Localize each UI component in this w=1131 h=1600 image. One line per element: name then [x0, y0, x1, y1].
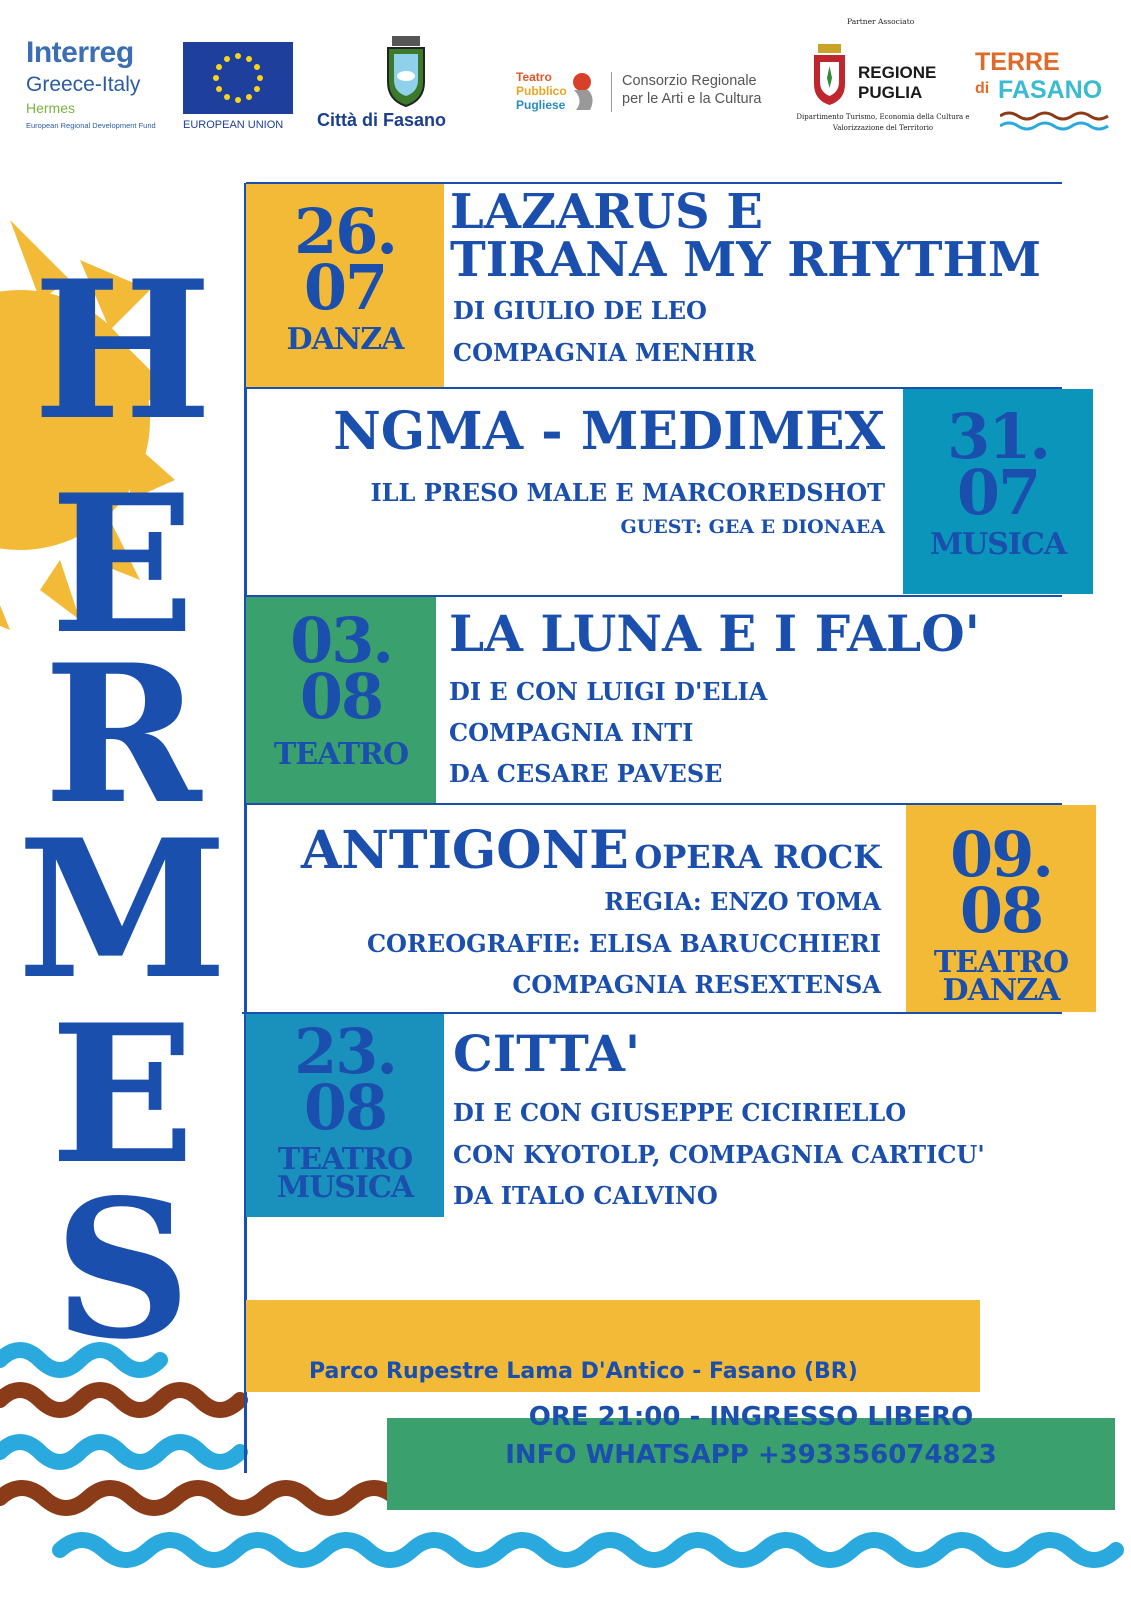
- event-4-date-day: 09.: [950, 818, 1052, 891]
- event-2-date-month: 07: [956, 456, 1040, 529]
- event-2-detail-1: ILL PRESO MALE E MARCOREDSHOT: [370, 478, 885, 507]
- tpp-mask-icon: [570, 70, 598, 112]
- tpp-logo-text: [516, 70, 567, 112]
- event-4-detail-3: COMPAGNIA RESEXTENSA: [512, 970, 881, 999]
- tpp-line-1: Teatro: [516, 70, 552, 84]
- event-4-date-month: 08: [959, 874, 1043, 947]
- event-3-date-box: [246, 597, 436, 803]
- consorzio-logo-text: [622, 72, 761, 108]
- terre-waves-icon: [1000, 110, 1110, 132]
- event-4-title-main: ANTIGONE: [301, 820, 629, 881]
- event-3-category: TEATRO: [273, 737, 409, 772]
- hermes-letter-h: H: [32, 239, 213, 462]
- event-5-detail-3: DA ITALO CALVINO: [453, 1181, 718, 1210]
- event-1-category: DANZA: [286, 322, 404, 357]
- city-crest-icon: [378, 34, 434, 108]
- event-5-date-month: 08: [303, 1071, 387, 1144]
- event-4-category-2: DANZA: [942, 973, 1060, 1008]
- hermes-letter-s: S: [53, 1158, 192, 1381]
- eu-label: EUROPEAN UNION: [183, 119, 284, 131]
- event-4-detail-2: COREOGRAFIE: ELISA BARUCCHIERI: [366, 929, 881, 958]
- hermes-letter-e: E: [50, 453, 195, 676]
- event-5-date-day: 23.: [294, 1015, 396, 1088]
- consorzio-line-2: per le Arti e la Cultura: [622, 91, 762, 107]
- event-5-detail-2: CON KYOTOLP, COMPAGNIA CARTICU': [453, 1140, 985, 1169]
- event-1-date-month: 07: [303, 251, 387, 324]
- event-2-detail-2: GUEST: GEA E DIONAEA: [620, 516, 885, 538]
- tpp-line-3: Pugliese: [516, 98, 566, 112]
- puglia-crest-icon: [812, 44, 847, 106]
- event-5-category-2: MUSICA: [276, 1170, 414, 1205]
- event-3-detail-3: DA CESARE PAVESE: [449, 759, 723, 788]
- event-5-category-1: TEATRO: [277, 1142, 413, 1177]
- whatsapp-info-label: INFO WHATSAPP +393356074823: [505, 1440, 997, 1470]
- event-2-title: NGMA - MEDIMEX: [333, 401, 885, 462]
- terre-logo-fasano: FASANO: [998, 76, 1103, 104]
- event-4-detail-1: REGIA: ENZO TOMA: [604, 887, 881, 916]
- time-entry-label: ORE 21:00 - INGRESSO LIBERO: [528, 1402, 974, 1432]
- regione-line-1: REGIONE: [858, 63, 937, 82]
- event-4-category-1: TEATRO: [933, 945, 1069, 980]
- event-3-date-month: 08: [299, 660, 383, 733]
- logo-divider: [611, 72, 612, 112]
- hermes-letter-m: M: [17, 798, 228, 1021]
- event-3-title: LA LUNA E I FALO': [449, 604, 980, 663]
- regione-logo-text: [858, 63, 936, 103]
- consorzio-line-1: Consorzio Regionale: [622, 73, 757, 89]
- regione-line-2: PUGLIA: [858, 83, 923, 102]
- partner-label: Partner Associato: [847, 17, 915, 26]
- event-5-detail-1: DI E CON GIUSEPPE CICIRIELLO: [453, 1098, 907, 1127]
- terre-logo-line-1: TERRE: [975, 48, 1060, 76]
- event-1-title-line-1: LAZARUS E: [450, 184, 763, 240]
- event-2-date-day: 31.: [947, 400, 1049, 473]
- event-3-detail-2: COMPAGNIA INTI: [449, 718, 694, 747]
- event-1-date-day: 26.: [294, 195, 396, 268]
- event-5-date-box: [246, 1014, 444, 1217]
- event-1-title-line-2: TIRANA MY RHYTHM: [450, 232, 1041, 288]
- interreg-fund-label: European Regional Development Fund: [26, 121, 156, 130]
- venue-label: Parco Rupestre Lama D'Antico - Fasano (BR): [309, 1359, 858, 1384]
- event-3-detail-1: DI E CON LUIGI D'ELIA: [449, 677, 768, 706]
- event-4-date-box: [906, 805, 1096, 1012]
- city-label: Città di Fasano: [317, 110, 447, 130]
- event-4-title: [301, 820, 881, 881]
- hermes-letter-e2: E: [50, 983, 195, 1206]
- event-1-date-box: [246, 184, 444, 388]
- event-3-date-day: 03.: [290, 604, 392, 677]
- event-2-category: MUSICA: [929, 527, 1067, 562]
- puglia-department-label: Dipartimento Turismo, Economia della Cultura e Valorizzazione del Territorio: [796, 113, 970, 132]
- event-5-title: CITTA': [453, 1024, 641, 1083]
- event-4-title-suffix: OPERA ROCK: [634, 838, 881, 876]
- event-1-detail-2: COMPAGNIA MENHIR: [453, 338, 756, 367]
- interreg-logo-title: Interreg: [26, 36, 134, 69]
- interreg-project-label: Hermes: [26, 100, 76, 116]
- interreg-program-label: Greece-Italy: [26, 73, 141, 96]
- eu-flag-icon: [183, 42, 293, 114]
- event-2-date-box: [903, 389, 1093, 594]
- event-1-detail-1: DI GIULIO DE LEO: [453, 296, 707, 325]
- tpp-line-2: Pubblico: [516, 84, 567, 98]
- terre-logo-di: di: [975, 80, 990, 97]
- event-1-title: [450, 184, 1041, 288]
- hermes-letter-r: R: [43, 623, 202, 846]
